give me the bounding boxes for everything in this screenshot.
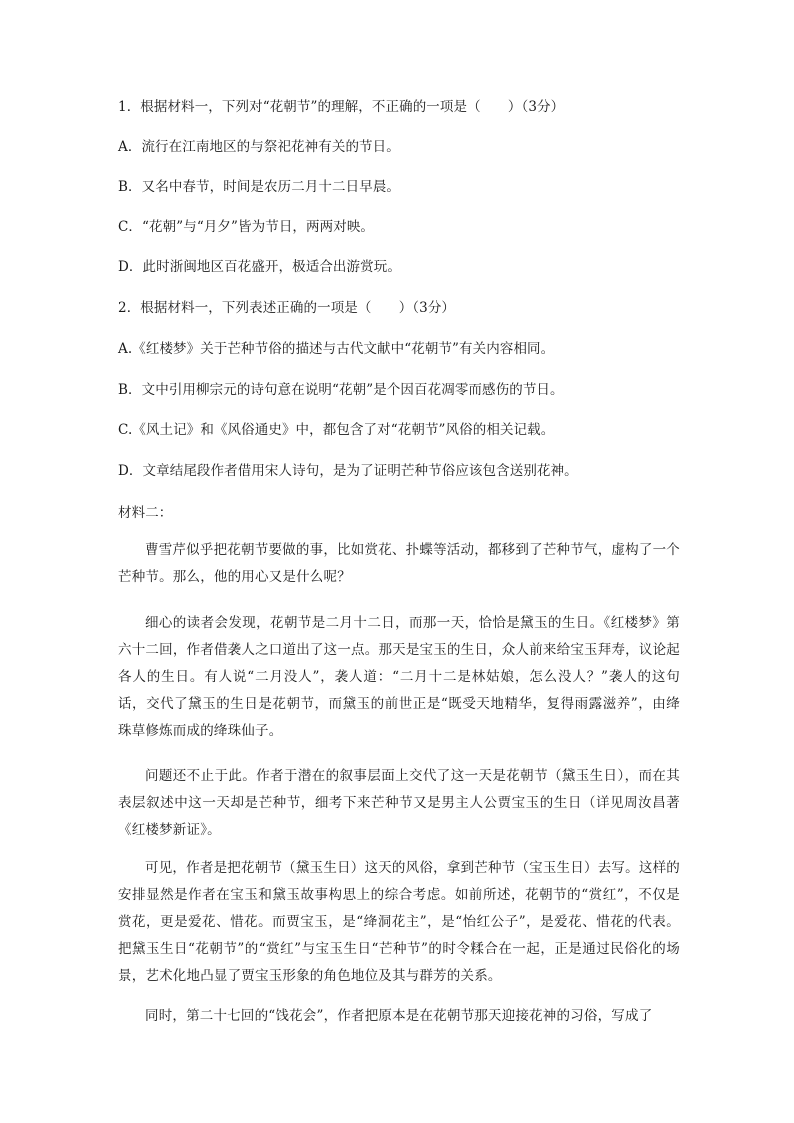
question-1-option-d: D．此时浙闽地区百花盛开，极适合出游赏玩。 [118, 259, 401, 275]
question-2-stem: 2．根据材料一，下列表述正确的一项是（ ）（3分） [118, 300, 456, 316]
material-2-paragraph: 问题还不止于此。作者于潜在的叙事层面上交代了这一天是花朝节（黛玉生日），而在其表层叙述中这一天却是芒种节，细考下来芒种节又是男主人公贾宝玉的生日（详见周汝昌著《红楼梦新证》。 [118, 768, 680, 838]
question-2-option-d: D．文章结尾段作者借用宋人诗句，是为了证明芒种节俗应该包含送别花神。 [118, 463, 578, 479]
material-2-heading: 材料二： [118, 505, 173, 521]
question-2-option-a: A.《红楼梦》关于芒种节俗的描述与古代文献中“花朝节”有关内容相同。 [118, 341, 555, 357]
material-2-paragraph: 同时，第二十七回的“饯花会”，作者把原本是在花朝节那天迎接花神的习俗，写成了 [145, 1008, 653, 1024]
material-2-paragraph: 细心的读者会发现，花朝节是二月十二日，而那一天，恰恰是黛玉的生日。《红楼梦》第六十二回，作者借袭人之口道出了这一点。那天是宝玉的生日，众人前来给宝玉拜寿，议论起各人的生日。有人说“二月没人”，袭人道：“二月十二是林姑娘，怎么没人？”袭人的这句话，交代了黛玉的生日是花朝节，而黛玉的前世正是“既受天地精华，复得雨露滋养”，由绛珠草修炼而成的绛珠仙子。 [118, 615, 680, 739]
material-2-paragraph: 曹雪芹似乎把花朝节要做的事，比如赏花、扑蝶等活动，都移到了芒种节气，虚构了一个芒种节。那么，他的用心又是什么呢？ [118, 542, 680, 585]
question-1-option-a: A．流行在江南地区的与祭祀花神有关的节日。 [118, 139, 400, 155]
question-2-option-c: C.《风土记》和《风俗通史》中，都包含了对“花朝节”风俗的相关记载。 [118, 422, 555, 438]
material-2-paragraph: 可见，作者是把花朝节（黛玉生日）这天的风俗，拿到芒种节（宝玉生日）去写。这样的安排显然是作者在宝玉和黛玉故事构思上的综合考虑。如前所述，花朝节的“赏红”，不仅是赏花，更是爱花、惜花。而贾宝玉，是“绛洞花主”，是“怡红公子”，是爱花、惜花的代表。把黛玉生日“花朝节”的“赏红”与宝玉生日“芒种节”的时令糅合在一起，正是通过民俗化的场景，艺术化地凸显了贾宝玉形象的角色地位及其与群芳的关系。 [118, 860, 680, 984]
question-2-option-b: B．文中引用柳宗元的诗句意在说明“花朝”是个因百花凋零而感伤的节日。 [118, 382, 564, 398]
question-1-stem: 1．根据材料一，下列对“花朝节”的理解，不正确的一项是（ ）（3分） [118, 99, 565, 115]
question-1-option-b: B．又名中春节，时间是农历二月十二日早晨。 [118, 179, 401, 195]
question-1-option-c: C．“花朝”与“月夕”皆为节日，两两对映。 [118, 219, 375, 235]
